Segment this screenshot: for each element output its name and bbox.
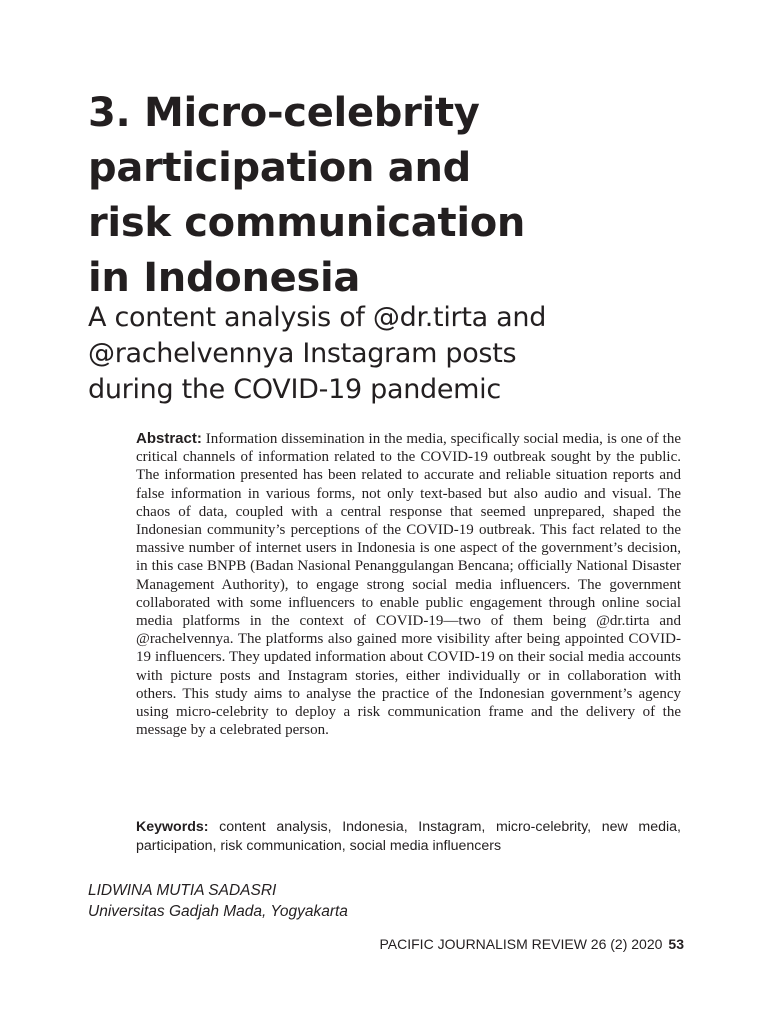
author-affiliation: Universitas Gadjah Mada, Yogyakarta (88, 903, 348, 920)
title-line: participation and (88, 145, 471, 191)
journal-name: PACIFIC JOURNALISM REVIEW 26 (2) 2020 (379, 936, 663, 952)
author-name: LIDWINA MUTIA SADASRI (88, 882, 277, 899)
keywords-paragraph (136, 818, 681, 855)
abstract-paragraph (136, 430, 681, 739)
keywords-label: Keywords: (136, 819, 209, 835)
subtitle-line: during the COVID-19 pandemic (88, 374, 501, 405)
subtitle-line: @rachelvennya Instagram posts (88, 338, 517, 369)
subtitle-line: A content analysis of @dr.tirta and (88, 302, 547, 333)
abstract-text: Information dissemination in the media, specifically social media, is one of the critical channels of information related to the COVID-19 outbreak sought by the public. The information presented has been related to accurate and reliable situation reports and false information in various forms, not only text-based but also audio and visual. The chaos of data, coupled with a central response that seemed unprepared, shaped the Indonesian community’s perceptions of the COVID-19 outbreak. This fact related to the massive number of internet users in Indonesia is one aspect of the government’s decision, in this case BNPB (Badan Nasional Penanggulangan Bencana; officially National Disaster Management Authority), to engage strong social media influencers. The government collaborated with some influencers to enable public engagement through online social media platforms in the context of COVID-19—two of them being @dr.tirta and @rachelvennya. The platforms also gained more visibility after being appointed COVID-19 influencers. They updated information about COVID-19 on their social media accounts with picture posts and Instagram stories, either individually or in collaboration with others. This study aims to analyse the practice of the Indonesian government’s agency using micro-celebrity to deploy a risk communication frame and the delivery of the message by a celebrated person. (136, 431, 682, 739)
title-line: 3. Micro-celebrity (88, 90, 480, 136)
title-line: in Indonesia (88, 255, 361, 301)
article-title (88, 86, 708, 306)
article-subtitle (88, 300, 708, 408)
page-number: 53 (668, 936, 684, 952)
keywords-text: content analysis, Indonesia, Instagram, micro-celebrity, new media, participation, risk communication, social media influencers (136, 819, 681, 854)
title-line: risk communication (88, 200, 526, 246)
abstract-label: Abstract: (136, 430, 202, 447)
page-footer (379, 934, 684, 954)
